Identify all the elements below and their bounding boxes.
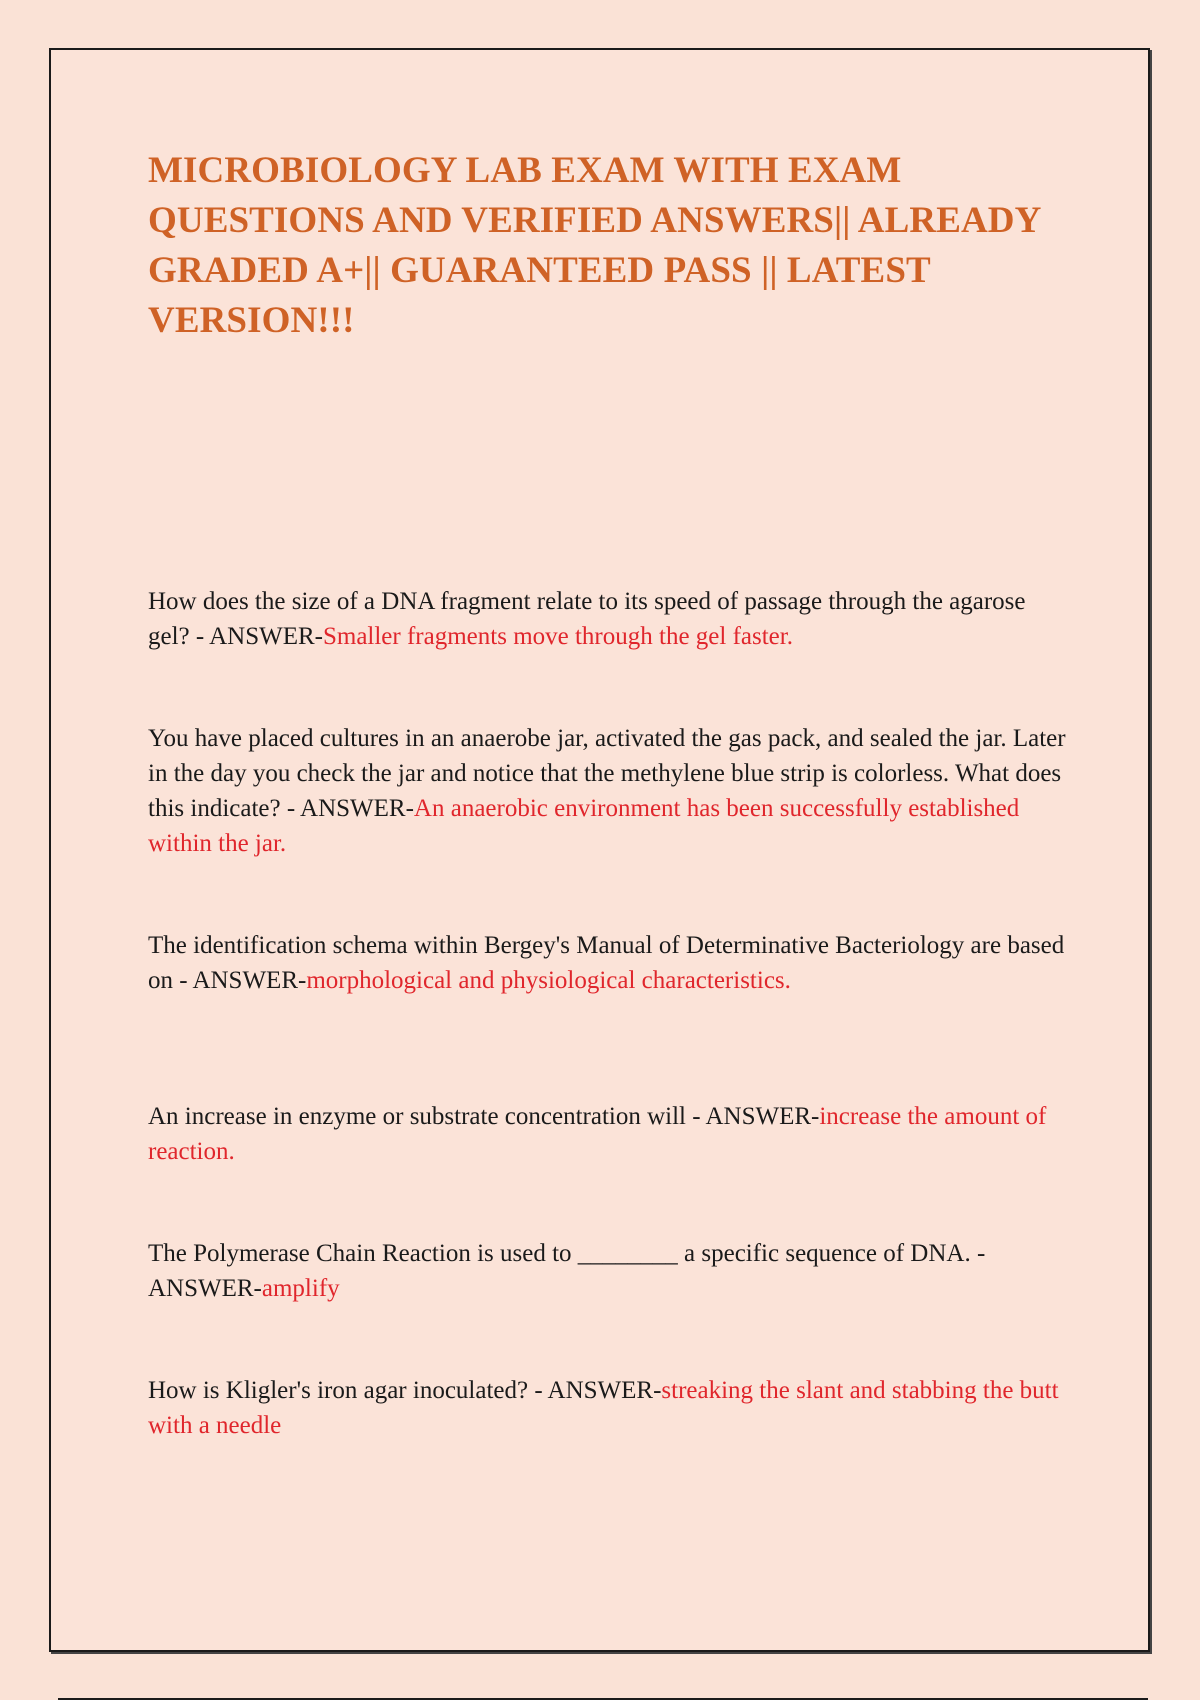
question-text: An increase in enzyme or substrate concentration will (148, 1103, 687, 1130)
answer-prefix: - ANSWER- (148, 1240, 986, 1302)
answer-prefix: - ANSWER- (686, 1103, 820, 1130)
qa-item-1 (148, 584, 1068, 654)
answer-text: An anaerobic environment has been successfully established within the jar. (148, 795, 1020, 857)
qa-item-2 (148, 721, 1068, 861)
answer-prefix: - ANSWER- (280, 795, 414, 822)
qa-item-5 (148, 1236, 1068, 1306)
answer-prefix: - ANSWER- (528, 1377, 662, 1404)
question-text: You have placed cultures in an anaerobe jar, activated the gas pack, and sealed the jar. Later in the day you check the jar and notice that the methylene blue strip is colorless. What does this indicate? (148, 725, 1066, 822)
answer-text: streaking the slant and stabbing the butt with a needle (148, 1377, 1059, 1439)
answer-text: morphological and physiological characteristics. (306, 967, 791, 994)
question-text: The identification schema within Bergey's Manual of Determinative Bacteriology are based on (148, 932, 1065, 994)
answer-text: Smaller fragments move through the gel faster. (322, 623, 793, 650)
question-text: How is Kligler's iron agar inoculated? (148, 1377, 529, 1404)
document-title: MICROBIOLOGY LAB EXAM WITH EXAM QUESTIONS AND VERIFIED ANSWERS|| ALREADY GRADED A+|| GUARANTEED PASS || LATEST VERSION!!! (148, 150, 1041, 341)
answer-text: increase the amount of reaction. (148, 1103, 1047, 1165)
answer-text: amplify (261, 1275, 340, 1302)
qa-item-3 (148, 928, 1068, 998)
answer-prefix: - ANSWER- (189, 623, 323, 650)
answer-prefix: - ANSWER- (173, 967, 307, 994)
qa-item-4 (148, 1099, 1068, 1169)
page-frame (49, 48, 1150, 1652)
question-text: The Polymerase Chain Reaction is used to ________ a specific sequence of DNA. (148, 1240, 971, 1267)
qa-item-6 (148, 1373, 1068, 1443)
question-text: How does the size of a DNA fragment relate to its speed of passage through the agarose gel? (148, 588, 1026, 650)
